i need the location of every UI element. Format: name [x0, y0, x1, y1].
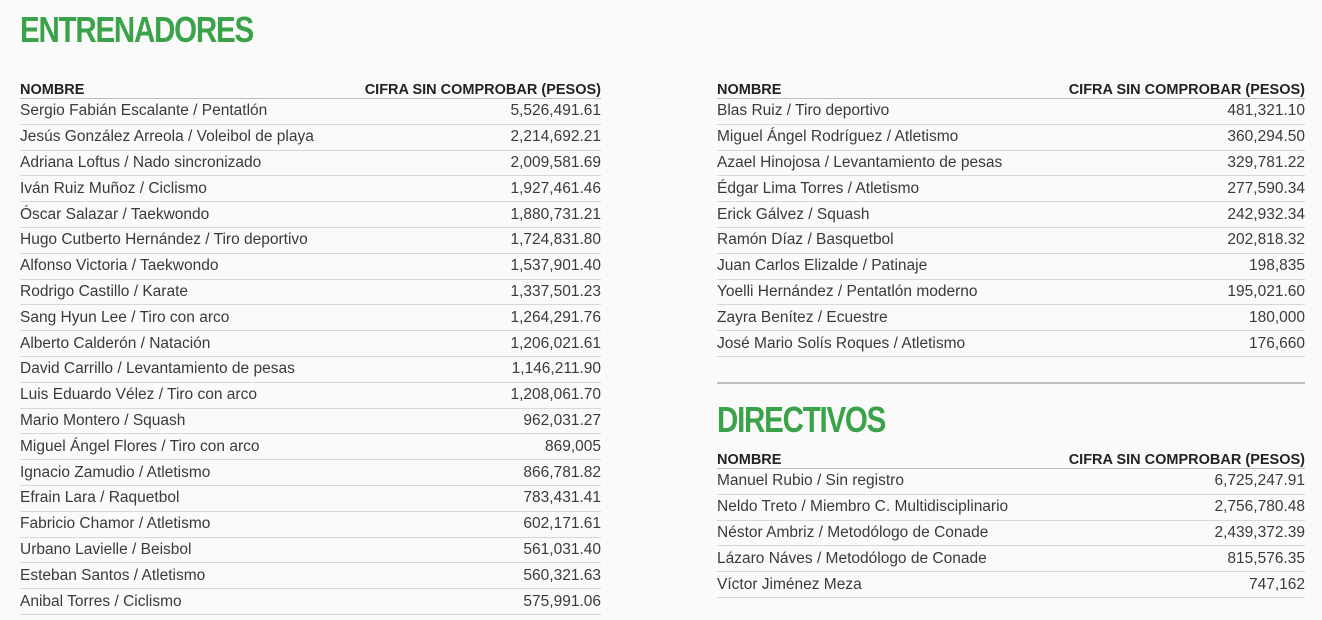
table-row — [717, 495, 1305, 521]
table-row — [20, 538, 601, 564]
row-name: José Mario Solís Roques / Atletismo — [717, 334, 966, 352]
table-header — [717, 76, 1305, 99]
row-name: Ramón Díaz / Basquetbol — [717, 231, 894, 249]
table-row — [717, 280, 1305, 306]
row-name: Rodrigo Castillo / Karate — [20, 282, 188, 300]
row-name: Mario Montero / Squash — [20, 411, 186, 429]
directivos-title: DIRECTIVOS — [717, 399, 886, 440]
table-row — [717, 125, 1305, 151]
row-name: Neldo Treto / Miembro C. Multidisciplinario — [717, 498, 1009, 516]
table-row — [717, 521, 1305, 547]
row-amount: 560,321.63 — [523, 566, 601, 584]
table-row — [717, 305, 1305, 331]
row-amount: 1,206,021.61 — [510, 334, 601, 352]
row-name: Anibal Torres / Ciclismo — [20, 592, 182, 610]
row-name: Erick Gálvez / Squash — [717, 205, 870, 223]
row-amount: 242,932.34 — [1227, 205, 1305, 223]
row-amount: 329,781.22 — [1227, 153, 1305, 171]
row-name: David Carrillo / Levantamiento de pesas — [20, 360, 295, 378]
row-amount: 202,818.32 — [1227, 231, 1305, 249]
table-row — [717, 228, 1305, 254]
row-name: Sergio Fabián Escalante / Pentatlón — [20, 102, 268, 120]
row-amount: 1,208,061.70 — [510, 386, 601, 404]
row-amount: 6,725,247.91 — [1214, 472, 1305, 490]
row-name: Édgar Lima Torres / Atletismo — [717, 179, 920, 197]
row-name: Iván Ruiz Muñoz / Ciclismo — [20, 179, 207, 197]
table-row — [20, 512, 601, 538]
table-row — [20, 563, 601, 589]
row-name: Lázaro Náves / Metodólogo de Conade — [717, 549, 987, 567]
row-name: Néstor Ambriz / Metodólogo de Conade — [717, 523, 989, 541]
row-name: Jesús González Arreola / Voleibol de playa — [20, 128, 314, 146]
row-amount: 1,880,731.21 — [510, 205, 601, 223]
row-name: Esteban Santos / Atletismo — [20, 566, 206, 584]
row-amount: 195,021.60 — [1227, 282, 1305, 300]
row-amount: 815,576.35 — [1227, 549, 1305, 567]
row-name: Alberto Calderón / Natación — [20, 334, 211, 352]
column-header-amount: CIFRA SIN COMPROBAR (PESOS) — [1068, 452, 1305, 468]
table-row — [20, 176, 601, 202]
table-row — [717, 254, 1305, 280]
table-row — [20, 486, 601, 512]
column-header-amount: CIFRA SIN COMPROBAR (PESOS) — [364, 82, 601, 98]
row-amount: 180,000 — [1248, 308, 1305, 326]
row-amount: 962,031.27 — [523, 411, 601, 429]
row-name: Adriana Loftus / Nado sincronizado — [20, 153, 262, 171]
row-name: Juan Carlos Elizalde / Patinaje — [717, 257, 928, 275]
row-name: Alfonso Victoria / Taekwondo — [20, 257, 219, 275]
row-amount: 783,431.41 — [523, 489, 601, 507]
table-row — [717, 469, 1305, 495]
row-amount: 2,009,581.69 — [510, 153, 601, 171]
row-amount: 747,162 — [1248, 575, 1305, 593]
row-name: Ignacio Zamudio / Atletismo — [20, 463, 211, 481]
table-row — [20, 202, 601, 228]
directivos-table — [717, 446, 1305, 598]
table-row — [20, 589, 601, 615]
row-amount: 1,724,831.80 — [510, 231, 601, 249]
row-amount: 575,991.06 — [523, 592, 601, 610]
row-amount: 1,337,501.23 — [510, 282, 601, 300]
table-row — [20, 357, 601, 383]
row-name: Víctor Jiménez Meza — [717, 575, 862, 593]
column-header-amount: CIFRA SIN COMPROBAR (PESOS) — [1068, 82, 1305, 98]
row-name: Efrain Lara / Raquetbol — [20, 489, 180, 507]
table-row — [20, 460, 601, 486]
table-row — [20, 99, 601, 125]
row-amount: 2,439,372.39 — [1214, 523, 1305, 541]
row-amount: 198,835 — [1248, 257, 1305, 275]
table-row — [717, 546, 1305, 572]
row-amount: 1,146,211.90 — [511, 360, 601, 378]
row-amount: 360,294.50 — [1227, 128, 1305, 146]
row-amount: 561,031.40 — [523, 540, 601, 558]
row-amount: 481,321.10 — [1227, 102, 1305, 120]
row-name: Óscar Salazar / Taekwondo — [20, 205, 210, 223]
table-row — [20, 280, 601, 306]
table-row — [20, 383, 601, 409]
row-name: Blas Ruiz / Tiro deportivo — [717, 102, 890, 120]
row-name: Hugo Cutberto Hernández / Tiro deportivo — [20, 231, 308, 249]
table-row — [20, 125, 601, 151]
table-row — [20, 434, 601, 460]
row-name: Yoelli Hernández / Pentatlón moderno — [717, 282, 978, 300]
row-name: Miguel Ángel Rodríguez / Atletismo — [717, 128, 959, 146]
column-header-name: NOMBRE — [717, 82, 782, 98]
row-name: Manuel Rubio / Sin registro — [717, 472, 904, 490]
row-amount: 866,781.82 — [523, 463, 601, 481]
table-row — [20, 254, 601, 280]
row-name: Luis Eduardo Vélez / Tiro con arco — [20, 386, 257, 404]
table-row — [717, 202, 1305, 228]
row-amount: 2,756,780.48 — [1214, 498, 1305, 516]
row-amount: 602,171.61 — [523, 515, 601, 533]
row-name: Urbano Lavielle / Beisbol — [20, 540, 192, 558]
table-row — [20, 331, 601, 357]
row-amount: 1,927,461.46 — [510, 179, 601, 197]
table-row — [717, 151, 1305, 177]
row-name: Sang Hyun Lee / Tiro con arco — [20, 308, 230, 326]
row-name: Miguel Ángel Flores / Tiro con arco — [20, 437, 260, 455]
row-name: Azael Hinojosa / Levantamiento de pesas — [717, 153, 1003, 171]
row-amount: 277,590.34 — [1227, 179, 1305, 197]
table-row — [717, 176, 1305, 202]
section-divider — [717, 382, 1305, 384]
row-name: Zayra Benítez / Ecuestre — [717, 308, 888, 326]
row-amount: 1,537,901.40 — [510, 257, 601, 275]
table-row — [20, 228, 601, 254]
column-header-name: NOMBRE — [717, 452, 782, 468]
row-amount: 869,005 — [544, 437, 601, 455]
table-row — [717, 99, 1305, 125]
column-header-name: NOMBRE — [20, 82, 85, 98]
table-header — [717, 446, 1305, 469]
row-amount: 5,526,491.61 — [510, 102, 601, 120]
row-amount: 176,660 — [1248, 334, 1305, 352]
row-name: Fabricio Chamor / Atletismo — [20, 515, 211, 533]
table-row — [20, 409, 601, 435]
table-row — [20, 305, 601, 331]
row-amount: 1,264,291.76 — [510, 308, 601, 326]
row-amount: 2,214,692.21 — [510, 128, 601, 146]
table-row — [717, 331, 1305, 357]
table-row — [717, 572, 1305, 598]
otros-table — [717, 76, 1305, 357]
entrenadores-table — [20, 76, 601, 615]
entrenadores-title: ENTRENADORES — [20, 9, 253, 50]
table-header — [20, 76, 601, 99]
table-row — [20, 151, 601, 177]
